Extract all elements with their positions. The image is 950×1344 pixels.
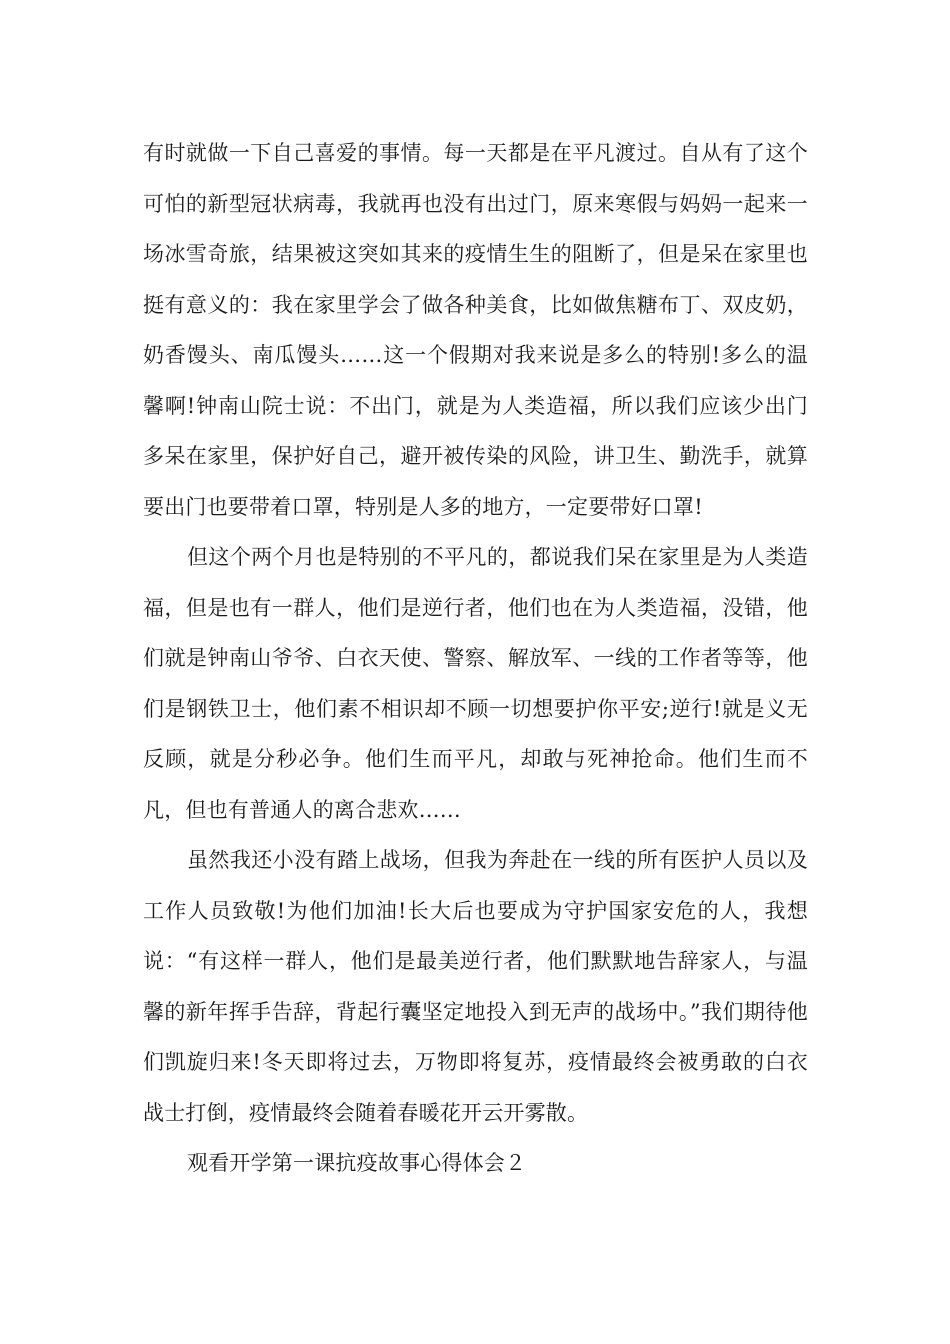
paragraph-continued: 有时就做一下自己喜爱的事情。每一天都是在平凡渡过。自从有了这个可怕的新型冠状病毒，我就再也没有出过门，原来寒假与妈妈一起来一场冰雪奇旅，结果被这突如其来的疫情生生的阻断了，但是呆在家里也挺有意义的：我在家里学会了做各种美食，比如做焦糖布丁、双皮奶，奶香馒头、南瓜馒头……这一个假期对我来说是多么的特别!多么的温馨啊!钟南山院士说：不出门，就是为人类造福，所以我们应该少出门多呆在家里，保护好自己，避开被传染的风险，讲卫生、勤洗手，就算要出门也要带着口罩，特别是人多的地方，一定要带好口罩!: [143, 141, 808, 519]
document-body: [143, 128, 808, 1189]
section-heading: 观看开学第一课抗疫故事心得体会２: [187, 1151, 527, 1175]
paragraph-retrograde-heroes: 但这个两个月也是特别的不平凡的，都说我们呆在家里是为人类造福，但是也有一群人，他们是逆行者，他们也在为人类造福，没错，他们就是钟南山爷爷、白衣天使、警察、解放军、一线的工作者等等，他们是钢铁卫士，他们素不相识却不顾一切想要护你平安;逆行!就是义无反顾，就是分秒必争。他们生而平凡，却敢与死神抢命。他们生而不凡，但也有普通人的离合悲欢……: [143, 545, 808, 822]
paragraph-tribute: 虽然我还小没有踏上战场，但我为奔赴在一线的所有医护人员以及工作人员致敬!为他们加油!长大后也要成为守护国家安危的人，我想说：“有这样一群人，他们是最美逆行者，他们默默地告辞家人，与温馨的新年挥手告辞，背起行囊坚定地投入到无声的战场中。”我们期待他们凯旋归来!冬天即将过去，万物即将复苏，疫情最终会被勇敢的白衣战士打倒，疫情最终会随着春暖花开云开雾散。: [143, 848, 808, 1125]
